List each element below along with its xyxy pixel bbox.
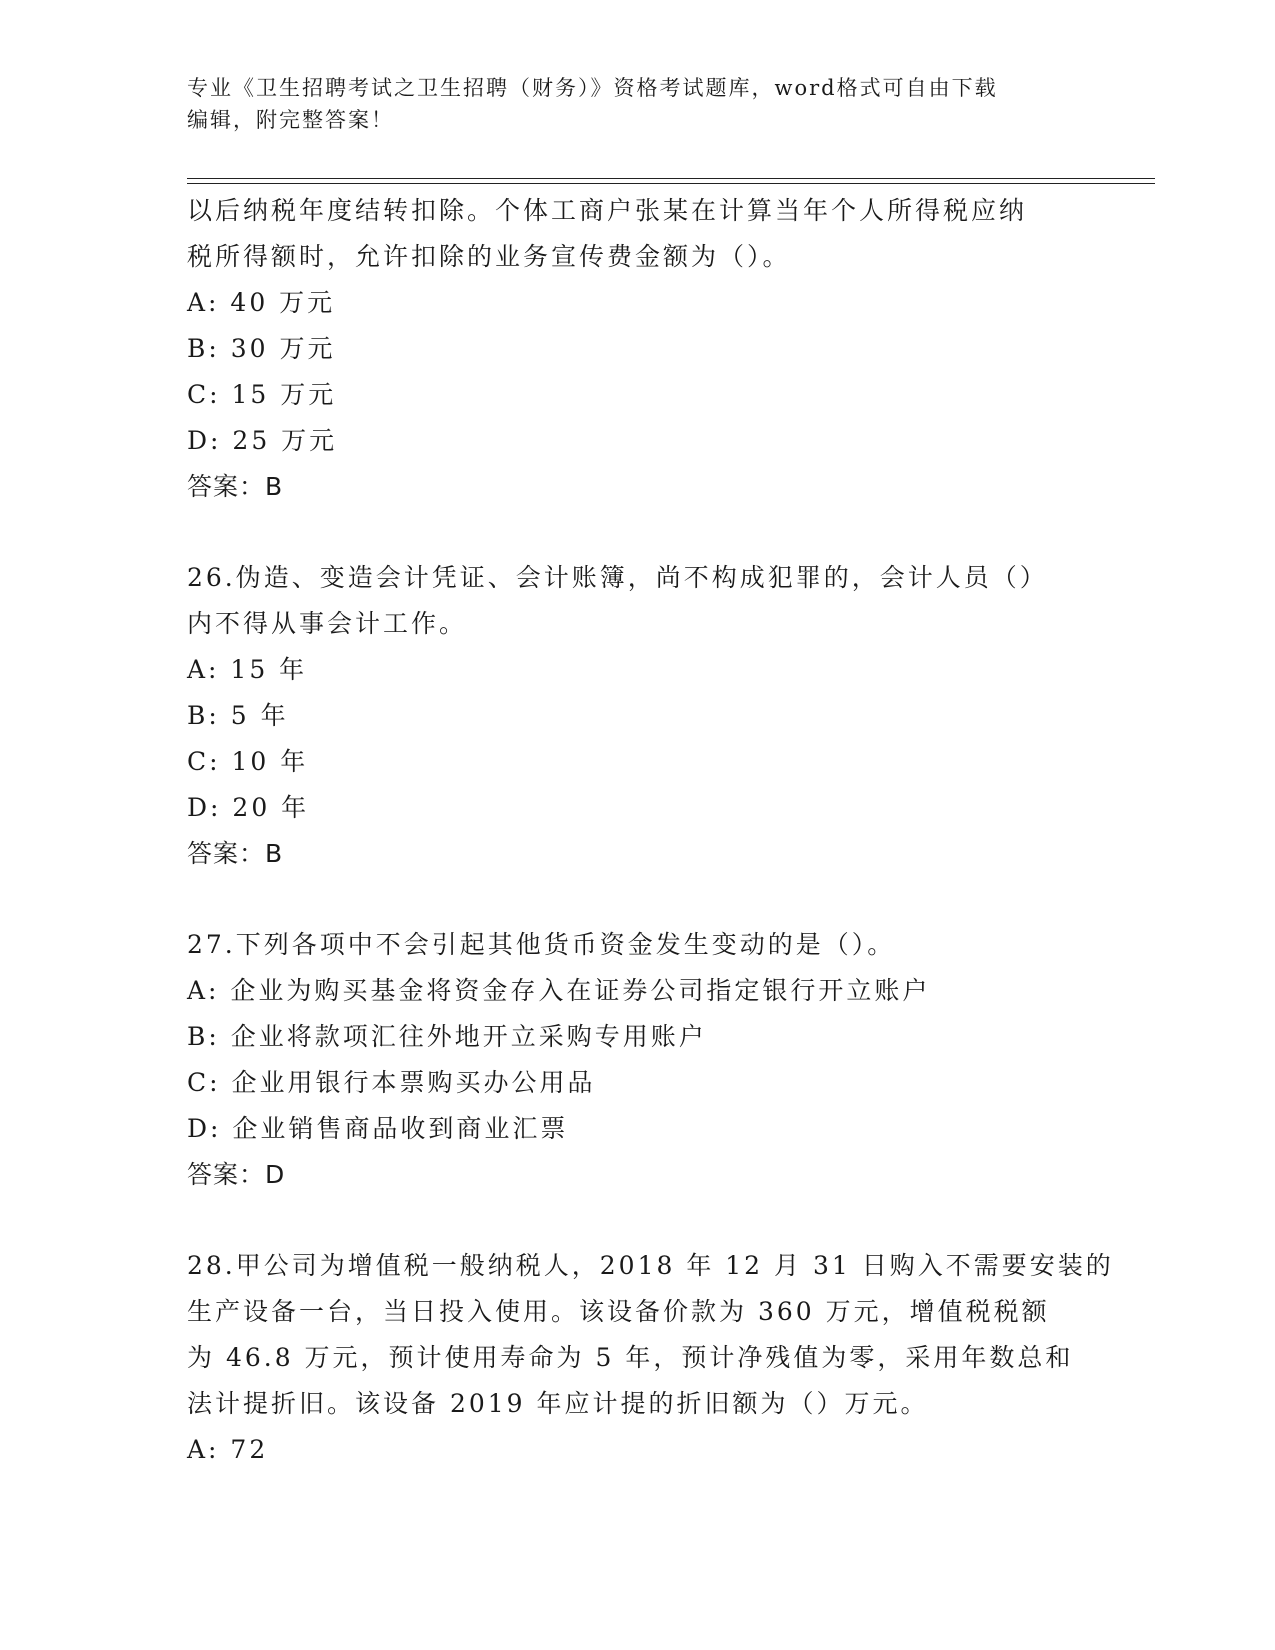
question-text-line: 生产设备一台，当日投入使用。该设备价款为 360 万元，增值税税额 <box>187 1297 1050 1326</box>
option-a: A: 15 年 <box>187 655 308 684</box>
question-text-line: 27.下列各项中不会引起其他货币资金发生变动的是（）。 <box>187 930 896 959</box>
question-text-line: 内不得从事会计工作。 <box>187 609 468 638</box>
question-text-line: 税所得额时，允许扣除的业务宣传费金额为（）。 <box>187 242 791 271</box>
option-a: A: 企业为购买基金将资金存入在证券公司指定银行开立账户 <box>187 976 931 1005</box>
question-text-line: 26.伪造、变造会计凭证、会计账簿，尚不构成犯罪的，会计人员（） <box>187 563 1048 592</box>
option-d: D: 企业销售商品收到商业汇票 <box>187 1114 569 1143</box>
option-c: C: 企业用银行本票购买办公用品 <box>187 1068 596 1097</box>
option-d: D: 20 年 <box>187 793 310 822</box>
option-b: B: 企业将款项汇往外地开立采购专用账户 <box>187 1022 707 1051</box>
option-b: B: 30 万元 <box>187 334 336 363</box>
document-body <box>187 188 1114 1473</box>
option-c: C: 15 万元 <box>187 380 337 409</box>
header-line-1: 专业《卫生招聘考试之卫生招聘（财务）》资格考试题库，word格式可自由下载 <box>187 76 998 100</box>
answer-label: 答案：B <box>187 839 284 868</box>
spacer <box>187 510 1087 555</box>
question-28 <box>187 1243 1114 1473</box>
header-divider-top <box>187 178 1155 179</box>
answer-label: 答案：D <box>187 1160 286 1189</box>
question-text-line: 以后纳税年度结转扣除。个体工商户张某在计算当年个人所得税应纳 <box>187 196 1028 225</box>
answer-label: 答案：B <box>187 472 284 501</box>
question-26 <box>187 555 1087 877</box>
question-27 <box>187 922 1087 1198</box>
option-c: C: 10 年 <box>187 747 309 776</box>
question-25-continuation <box>187 188 1087 510</box>
header-divider-bottom <box>187 183 1155 184</box>
option-a: A: 72 <box>187 1435 269 1464</box>
spacer <box>187 1198 1087 1243</box>
option-b: B: 5 年 <box>187 701 289 730</box>
spacer <box>187 877 1087 922</box>
document-header <box>187 72 1087 136</box>
question-text-line: 为 46.8 万元，预计使用寿命为 5 年，预计净残值为零，采用年数总和 <box>187 1343 1074 1372</box>
option-a: A: 40 万元 <box>187 288 336 317</box>
question-text-line: 28.甲公司为增值税一般纳税人，2018 年 12 月 31 日购入不需要安装的 <box>187 1251 1114 1280</box>
header-line-2: 编辑，附完整答案！ <box>187 108 394 132</box>
option-d: D: 25 万元 <box>187 426 338 455</box>
question-text-line: 法计提折旧。该设备 2019 年应计提的折旧额为（）万元。 <box>187 1389 929 1418</box>
